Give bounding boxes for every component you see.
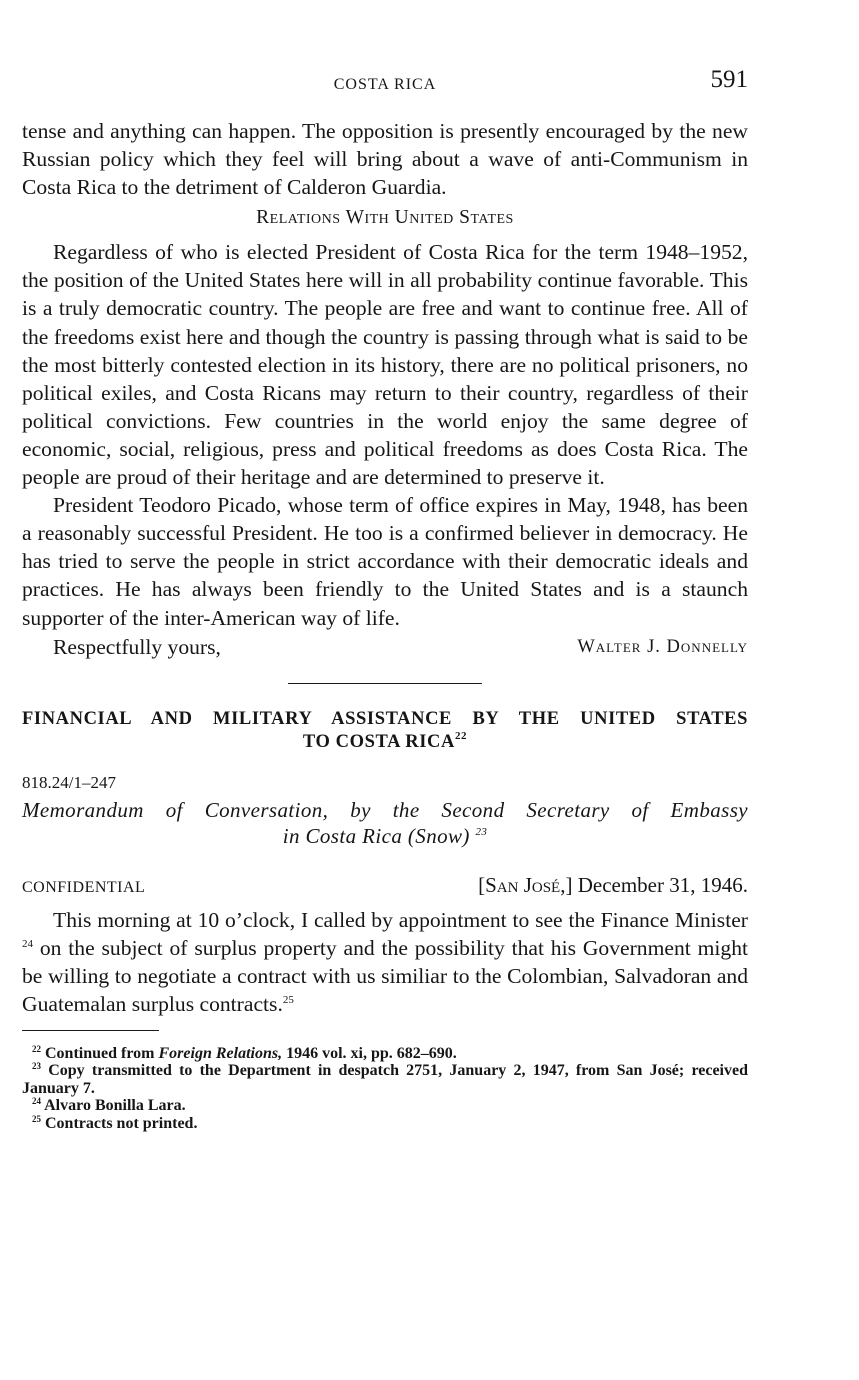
- place-and-date: [San José,] December 31, 1946.: [478, 872, 748, 897]
- footnote-text: Continued from: [45, 1044, 159, 1062]
- continuation-paragraph: tense and anything can happen. The opposition is presently encouraged by the new Russian policy which they feel will bring about a wave of anti-Communism in Costa Rica to the detriment of Calderon Guardia.: [22, 119, 748, 200]
- memo-title-line: in Costa Rica (Snow): [282, 823, 470, 848]
- page-number: 591: [710, 66, 748, 93]
- footnote-text: 1946 vol. xi, pp. 682–690.: [282, 1044, 457, 1062]
- footnote-ref: 25: [282, 993, 294, 1006]
- running-head: COSTA RICA: [333, 76, 437, 93]
- dateline: [22, 871, 748, 902]
- memo-text: on the subject of surplus property and the possibility that his Government might be willing to negotiate a contract with us similiar to the Colombian, Salvadoran and Guatemalan surplus contracts.: [22, 935, 748, 1016]
- page-body: [22, 117, 748, 1132]
- footnote-text: Copy transmitted to the Department in despatch 2751, January 2, 1947, from San José; received January 7.: [22, 1062, 749, 1097]
- footnote-text: Contracts not printed.: [45, 1114, 198, 1132]
- memo-title-line: Memorandum of Conversation, by the Second Secretary of Embassy: [22, 797, 748, 822]
- date: December 31, 1946.: [577, 872, 748, 897]
- classification: CONFIDENTIAL: [22, 878, 146, 896]
- closing: Respectfully yours,: [53, 634, 221, 659]
- signature: Walter J. Donnelly: [577, 636, 748, 657]
- footnote-ref: 22: [454, 729, 468, 742]
- memo-title: [22, 797, 748, 849]
- footnote: [22, 1062, 748, 1097]
- footnote-number: 23: [32, 1061, 41, 1072]
- file-number: 818.24/1–247: [22, 772, 116, 792]
- footnote: [22, 1045, 748, 1063]
- footnote-text: Alvaro Bonilla Lara.: [44, 1097, 186, 1115]
- memo-text: This morning at 10 o’clock, I called by appointment to see the Finance Minister: [53, 907, 748, 932]
- footnote-ref: 24: [22, 937, 33, 950]
- footnote-divider: [22, 1030, 159, 1031]
- footnote-ref: 23: [475, 825, 488, 838]
- footnote: [22, 1115, 748, 1133]
- body-paragraph: President Teodoro Picado, whose term of office expires in May, 1948, has been a reasonably successful President. He too is a confirmed believer in democracy. He has tried to serve the people in strict accordance with their democratic ideals and practices. He has always been friendly to the United States and is a staunch supporter of the inter-American way of life.: [22, 493, 748, 630]
- section-heading: Relations With United States: [256, 207, 514, 229]
- memo-paragraph: [22, 906, 748, 1018]
- footnote: [22, 1097, 748, 1115]
- footnote-number: 22: [32, 1043, 41, 1054]
- section-divider: [288, 683, 482, 684]
- place: San José,: [485, 872, 566, 897]
- footnotes: [22, 1045, 748, 1133]
- document-heading-line: FINANCIAL AND MILITARY ASSISTANCE BY THE UNITED STATES: [22, 708, 748, 729]
- page-header: [22, 66, 748, 106]
- document-heading-line: TO COSTA RICA: [302, 731, 455, 752]
- document-heading: [22, 708, 748, 754]
- footnote-number: 25: [32, 1113, 41, 1124]
- signoff: [22, 633, 748, 661]
- footnote-number: 24: [32, 1096, 41, 1107]
- footnote-citation: Foreign Relations,: [158, 1044, 283, 1062]
- body-paragraph: Regardless of who is elected President of Costa Rica for the term 1948–1952, the position of the United States here will in all probability continue favorable. This is a truly democratic country. The people are free and want to continue free. All of the freedoms exist here and though the country is passing through what is said to be the most bitterly contested election in its history, there are no political prisoners, no political exiles, and Costa Ricans may return to their country, regardless of their political convictions. Few countries in the world enjoy the same degree of economic, social, religious, press and political freedoms as does Costa Rica. The people are proud of their heritage and are determined to preserve it.: [22, 240, 748, 490]
